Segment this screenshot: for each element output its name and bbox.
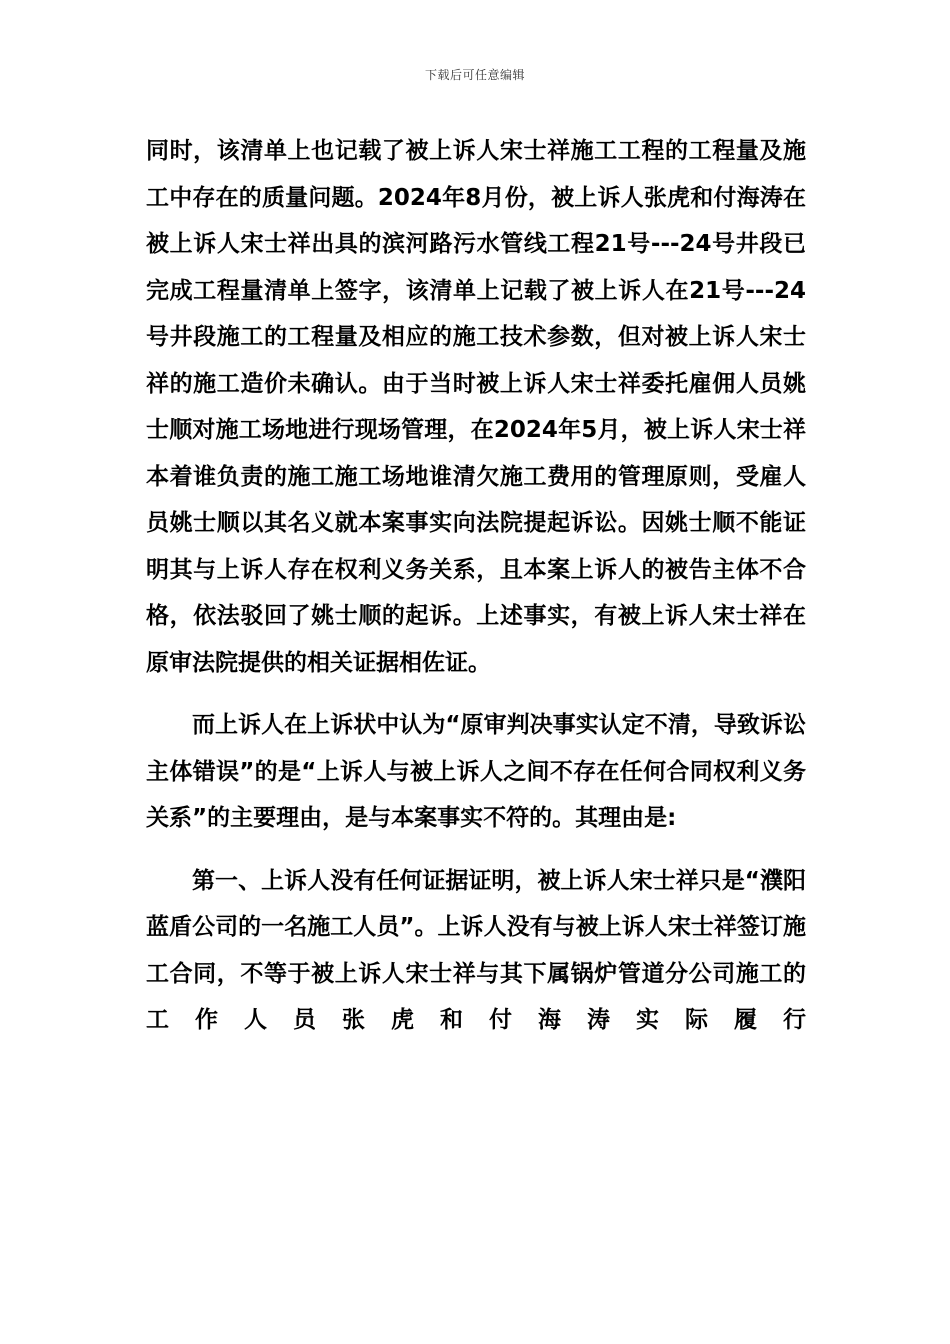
page-header-note: 下载后可任意编辑 [424,68,525,82]
document-body [146,128,806,1044]
paragraph-facts: 同时，该清单上也记载了被上诉人宋士祥施工工程的工程量及施工中存在的质量问题。2024年8月份，被上诉人张虎和付海涛在被上诉人宋士祥出具的滨河路污水管线工程21号---24号井段已完成工程量清单上签字，该清单上记载了被上诉人在21号---24号井段施工的工程量及相应的施工技术参数，但对被上诉人宋士祥的施工造价未确认。由于当时被上诉人宋士祥委托雇佣人员姚士顺对施工场地进行现场管理，在2024年5月，被上诉人宋士祥本着谁负责的施工施工场地谁清欠施工费用的管理原则，受雇人员姚士顺以其名义就本案事实向法院提起诉讼。因姚士顺不能证明其与上诉人存在权利义务关系，且本案上诉人的被告主体不合格，依法驳回了姚士顺的起诉。上述事实，有被上诉人宋士祥在原审法院提供的相关证据相佐证。 [146,138,806,676]
paragraph-reason-first: 第一、上诉人没有任何证据证明，被上诉人宋士祥只是“濮阳蓝盾公司的一名施工人员”。上诉人没有与被上诉人宋士祥签订施工合同，不等于被上诉人宋士祥与其下属锅炉管道分公司施工的工作人员张虎和付海涛实际履行 [146,867,806,1033]
paragraph-appellant-claim: 而上诉人在上诉状中认为“原审判决事实认定不清，导致诉讼主体错误”的是“上诉人与被上诉人之间不存在任何合同权利义务关系”的主要理由，是与本案事实不符的。其理由是: [146,712,806,831]
